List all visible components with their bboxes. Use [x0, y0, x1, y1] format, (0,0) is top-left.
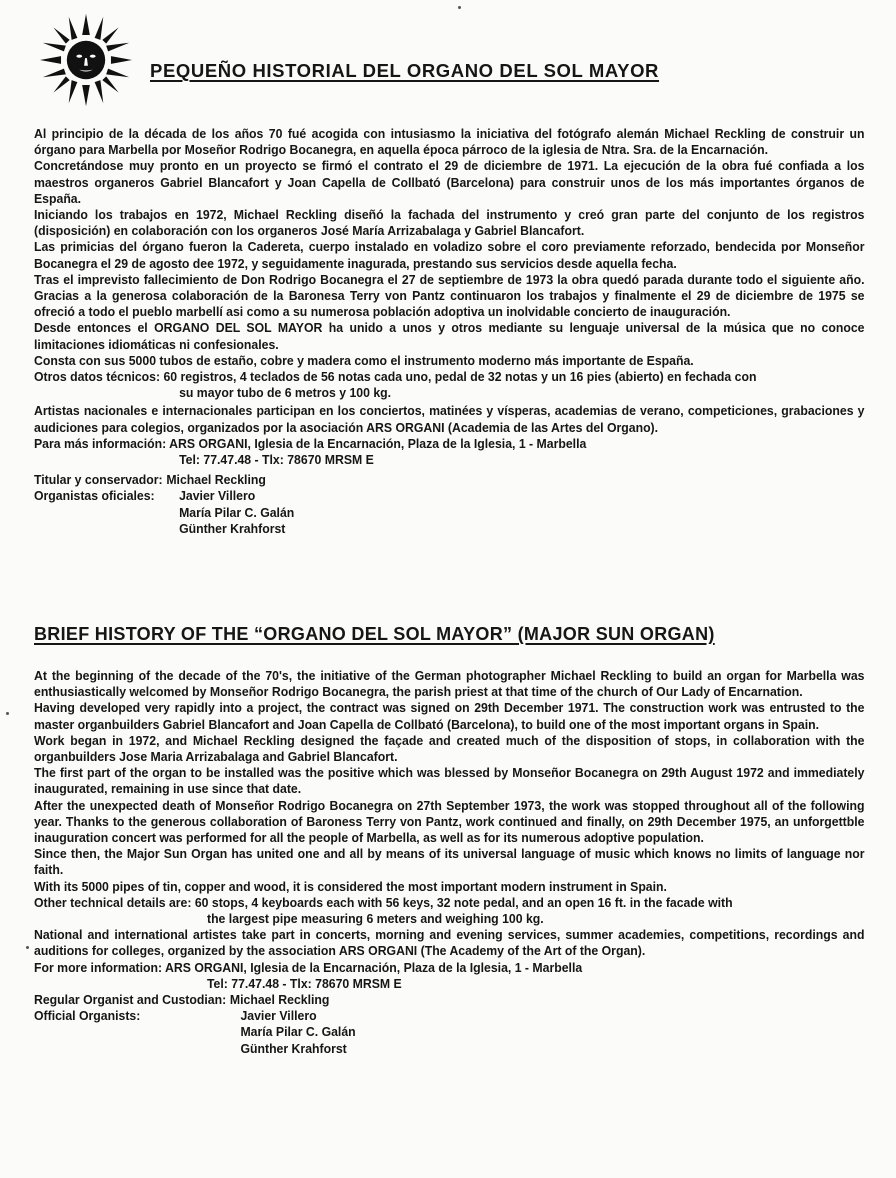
paragraph: With its 5000 pipes of tin, copper and wood, it is considered the most important modern instrument in Spain.	[34, 878, 667, 894]
artists-paragraph: Artistas nacionales e internacionales participan en los conciertos, matinées y vísperas, academias de verano, competiciones, grabaciones y audiciones para colegios, organizados por la asociación ARS ORGANI (Academia de las Artes del Organo).	[34, 403, 865, 435]
info-line: For more information: ARS ORGANI, Iglesia de la Encarnación, Plaza de la Iglesia, 1 - Marbella	[34, 959, 583, 975]
sun-face-logo-icon	[38, 12, 134, 108]
paragraph: Iniciando los trabajos en 1972, Michael Reckling diseñó la fachada del instrumento y creó gran parte del conjunto de los registros (disposición) en colaboración con los organeros José María Arrizabalaga y Gabriel Blancafort.	[34, 207, 865, 239]
titular-name: Michael Reckling	[166, 472, 266, 488]
telephone-line: Tel: 77.47.48 - Tlx: 78670 MRSM E	[179, 452, 374, 468]
scan-speck	[6, 712, 9, 715]
tech-details: Other technical details are: 60 stops, 4 keyboards each with 56 keys, 32 note pedal, and an open 16 ft. in the facade with	[34, 894, 733, 910]
tech-details-continued: su mayor tubo de 6 metros y 100 kg.	[179, 385, 392, 401]
organist-name: Günther Krahforst	[179, 520, 286, 536]
spanish-title: PEQUEÑO HISTORIAL DEL ORGANO DEL SOL MAYOR	[150, 60, 660, 81]
organist-name: Günther Krahforst	[240, 1040, 347, 1056]
scan-speck	[458, 6, 461, 9]
organist-name: María Pilar C. Galán	[240, 1024, 356, 1040]
titular-name: Michael Reckling	[229, 992, 330, 1008]
info-line: Para más información: ARS ORGANI, Iglesia de la Encarnación, Plaza de la Iglesia, 1 - Marbella	[34, 435, 587, 451]
credits	[34, 472, 806, 537]
paragraph: Consta con sus 5000 tubos de estaño, cobre y madera como el instrumento moderno más importante de España.	[34, 352, 694, 368]
telephone-line: Tel: 77.47.48 - Tlx: 78670 MRSM E	[206, 975, 402, 991]
tech-details: Otros datos técnicos: 60 registros, 4 teclados de 56 notas cada uno, pedal de 32 notas y un 16 pies (abierto) en fechada con	[34, 369, 757, 385]
spanish-section	[34, 126, 864, 537]
credits	[34, 992, 806, 1057]
organists-label: Organistas oficiales:	[34, 488, 155, 504]
tech-details-continued: the largest pipe measuring 6 meters and weighing 100 kg.	[206, 911, 544, 927]
titular-label: Titular y conservador:	[34, 472, 163, 488]
scan-speck	[26, 946, 29, 949]
paragraph: Since then, the Major Sun Organ has united one and all by means of its universal language of music which knows no limits of language nor faith.	[34, 846, 865, 878]
paragraph: Having developed very rapidly into a project, the contract was signed on 29th December 1971. The construction work was entrusted to the master organbuilders Gabriel Blancafort and Joan Capella de Collbató (Barcelona), to build one of the most important organs in Spain.	[34, 700, 865, 732]
paragraph: The first part of the organ to be installed was the positive which was blessed by Monseñor Bocanegra on 29th August 1972 and immediately inaugurated, remaining in use since that date.	[34, 765, 865, 797]
paragraph: At the beginning of the decade of the 70's, the initiative of the German photographer Michael Reckling to build an organ for Marbella was enthusiastically welcomed by Monseñor Rodrigo Bocanegra, the parish priest at that time of the church of Our Lady of Encarnation.	[34, 668, 865, 700]
paragraph: Work began in 1972, and Michael Reckling designed the façade and created much of the disposition of stops, in collaboration with the organbuilders Jose Maria Arrizabalaga and Gabriel Blancafort.	[34, 732, 865, 765]
paragraph: Concretándose muy pronto en un proyecto se firmó el contrato el 29 de diciembre de 1971. La ejecución de la obra fué confiada a los maestros organeros Gabriel Blancafort y Joan Capella de Collbató (Barcelona) para construir unos de los más importantes órganos de España.	[34, 158, 865, 206]
artists-paragraph: National and international artistes take part in concerts, morning and evening services, summer academies, competitions, recordings and auditions for colleges, organized by the association ARS ORGANI (The Academy of the Art of the Organ).	[34, 927, 865, 959]
paragraph: Tras el imprevisto fallecimiento de Don Rodrigo Bocanegra el 27 de septiembre de 1973 la obra quedó parada durante todo el siguiente año. Gracias a la generosa colaboración de la Baronesa Terry von Pantz continuaron los trabajos y finalmente el 29 de diciembre de 1975 se ofreció a todo el pueblo marbellí asi como a su numerosa población adoptiva un inolvidable concierto de inauguración.	[34, 271, 865, 320]
english-title: BRIEF HISTORY OF THE “ORGANO DEL SOL MAYOR” (MAJOR SUN ORGAN)	[34, 624, 715, 644]
organists-label: Official Organists:	[34, 1008, 141, 1024]
organist-name: Javier Villero	[179, 488, 256, 504]
paragraph: After the unexpected death of Monseñor Rodrigo Bocanegra on 27th September 1973, the work was stopped throughout all of the following year. Thanks to the generous collaboration of Baroness Terry von Pantz, work continued and finally, on 29th December 1975, an unforgettble inauguration concert was performed for all the people of Marbella, as well as for its numerous adoptive population.	[34, 797, 865, 846]
organist-name: Javier Villero	[240, 1008, 317, 1024]
paragraph: Las primicias del órgano fueron la Cadereta, cuerpo instalado en voladizo sobre el coro previamente reforzado, bendecida por Monseñor Bocanegra el 29 de agosto dee 1972, y seguidamente inagurada, prestando sus servicios desde aquella fecha.	[34, 239, 865, 271]
english-section	[34, 668, 864, 1057]
paragraph: Al principio de la década de los años 70 fué acogida con intusiasmo la iniciativa del fotógrafo alemán Michael Reckling de construir un órgano para Marbella por Moseñor Rodrigo Bocanegra, en aquella época párroco de la iglesia de Ntra. Sra. de la Encarnación.	[34, 126, 865, 158]
organist-name: María Pilar C. Galán	[179, 504, 295, 520]
paragraph: Desde entonces el ORGANO DEL SOL MAYOR ha unido a unos y otros mediante su lenguaje universal de la música que no conoce limitaciones idiomáticas ni confesionales.	[34, 320, 865, 352]
titular-label: Regular Organist and Custodian:	[34, 992, 227, 1008]
